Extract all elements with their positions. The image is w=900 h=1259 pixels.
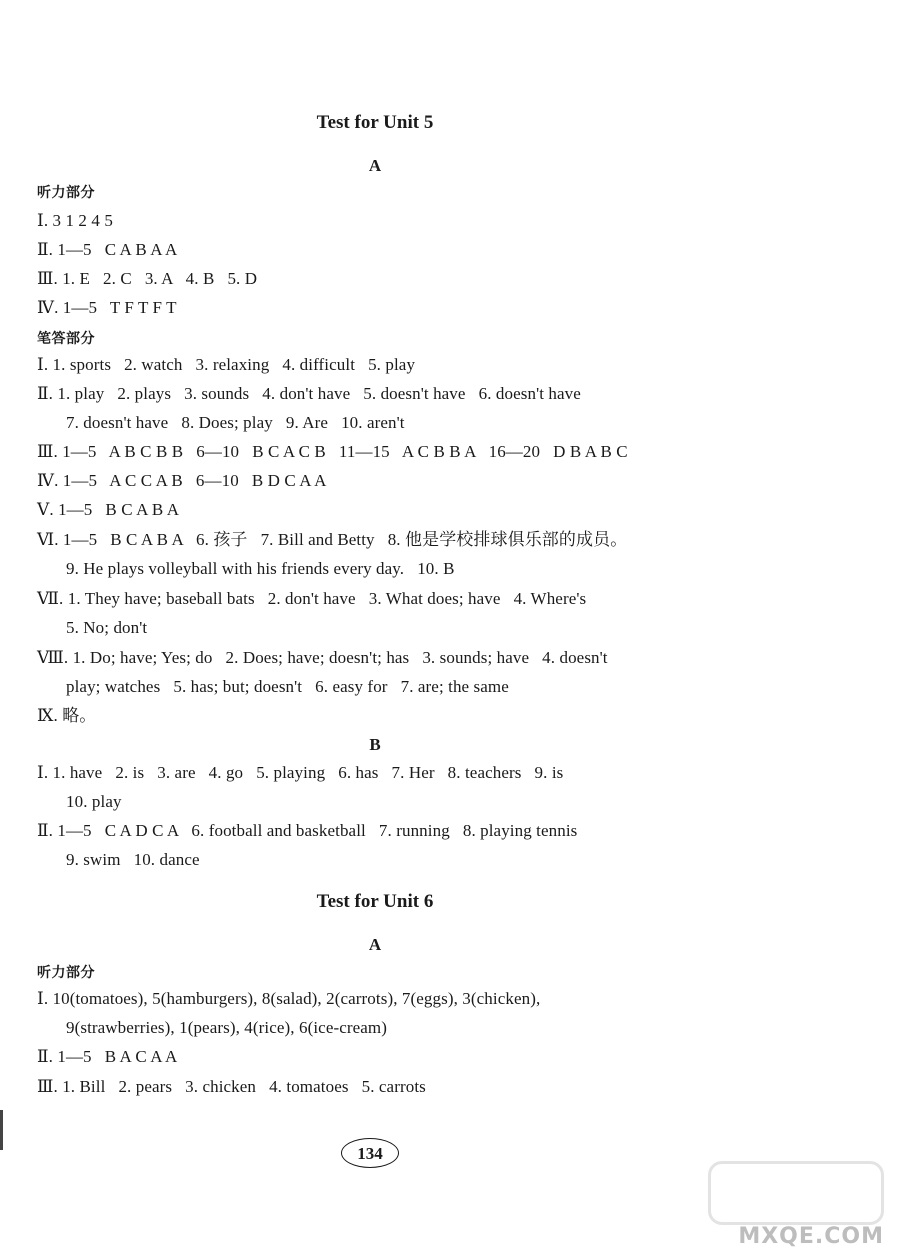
unit6-listening-line: 9(strawberries), 1(pears), 4(rice), 6(ice-cream) xyxy=(66,1018,388,1037)
unit5-section-b-line: Ⅰ. 1. have 2. is 3. are 4. go 5. playing 6. has 7. Her 8. teachers 9. is xyxy=(37,763,564,782)
unit5-written-line: Ⅸ. 略。 xyxy=(37,706,97,725)
unit5-written-line: Ⅰ. 1. sports 2. watch 3. relaxing 4. difficult 5. play xyxy=(37,355,416,374)
unit6-listening-label: 听力部分 xyxy=(37,965,95,981)
unit5-section-a-heading: A xyxy=(368,156,382,175)
unit5-listening-label: 听力部分 xyxy=(37,185,95,201)
unit5-section-b-line: Ⅱ. 1—5 C A D C A 6. football and basketball 7. running 8. playing tennis xyxy=(37,821,578,840)
unit5-written-line: 7. doesn't have 8. Does; play 9. Are 10. aren't xyxy=(66,413,405,432)
unit5-listening-line: Ⅱ. 1—5 C A B A A xyxy=(37,240,178,259)
unit5-written-line: Ⅳ. 1—5 A C C A B 6—10 B D C A A xyxy=(37,471,327,490)
unit5-section-b-line: 9. swim 10. dance xyxy=(66,850,200,869)
unit5-listening-line: Ⅰ. 3 1 2 4 5 xyxy=(37,211,113,230)
page-number: 134 xyxy=(341,1138,399,1168)
watermark xyxy=(711,1161,886,1251)
unit6-listening-line: Ⅲ. 1. Bill 2. pears 3. chicken 4. tomatoes 5. carrots xyxy=(37,1077,426,1096)
unit5-section-b-line: 10. play xyxy=(66,792,122,811)
unit5-written-line: play; watches 5. has; but; doesn't 6. easy for 7. are; the same xyxy=(66,677,509,696)
unit6-section-a-heading: A xyxy=(368,935,382,954)
unit5-written-line: Ⅱ. 1. play 2. plays 3. sounds 4. don't have 5. doesn't have 6. doesn't have xyxy=(37,384,581,403)
unit6-listening-line: Ⅰ. 10(tomatoes), 5(hamburgers), 8(salad), 2(carrots), 7(eggs), 3(chicken), xyxy=(37,989,541,1008)
unit5-written-line: Ⅵ. 1—5 B C A B A 6. 孩子 7. Bill and Betty 8. 他是学校排球俱乐部的成员。 xyxy=(37,530,628,549)
unit6-title: Test for Unit 6 xyxy=(316,891,434,912)
unit5-listening-line: Ⅲ. 1. E 2. C 3. A 4. B 5. D xyxy=(37,269,258,288)
unit5-listening-line: Ⅳ. 1—5 T F T F T xyxy=(37,298,177,317)
watermark-logo-icon xyxy=(708,1161,884,1225)
unit5-written-line: 9. He plays volleyball with his friends every day. 10. B xyxy=(66,559,455,578)
unit5-written-line: Ⅷ. 1. Do; have; Yes; do 2. Does; have; doesn't; has 3. sounds; have 4. doesn't xyxy=(37,648,608,667)
unit6-listening-line: Ⅱ. 1—5 B A C A A xyxy=(37,1047,178,1066)
unit5-title: Test for Unit 5 xyxy=(316,112,434,133)
watermark-text: MXQE.COM xyxy=(738,1224,884,1249)
unit5-section-b-heading: B xyxy=(369,735,381,754)
page-edge-mark xyxy=(0,1110,3,1150)
unit5-written-line: Ⅴ. 1—5 B C A B A xyxy=(37,500,180,519)
unit5-written-label: 笔答部分 xyxy=(37,331,95,347)
unit5-written-line: Ⅶ. 1. They have; baseball bats 2. don't have 3. What does; have 4. Where's xyxy=(37,589,587,608)
unit5-written-line: 5. No; don't xyxy=(66,618,148,637)
unit5-written-line: Ⅲ. 1—5 A B C B B 6—10 B C A C B 11—15 A C B B A 16—20 D B A B C xyxy=(37,442,628,461)
